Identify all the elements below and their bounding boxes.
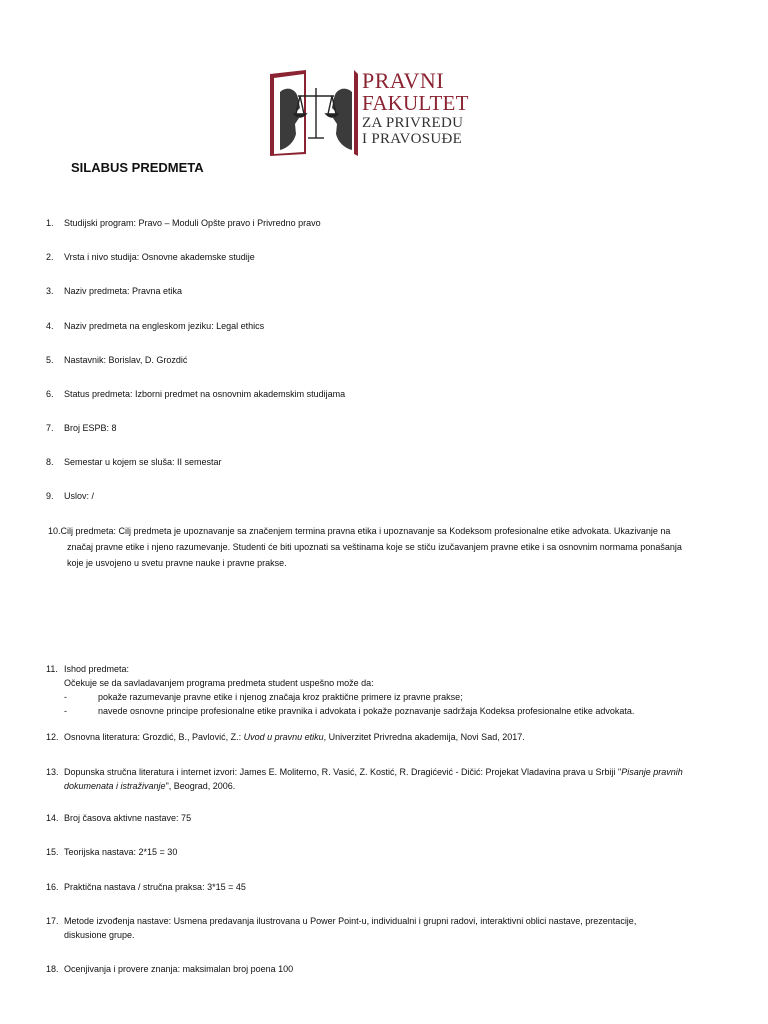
document-title: SILABUS PREDMETA [71, 160, 204, 175]
item-text: Vrsta i nivo studija: Osnovne akademske studije [64, 252, 255, 262]
logo-wordmark [362, 70, 469, 147]
item-number: 5. [46, 355, 54, 365]
item-13-line-1 [46, 765, 683, 779]
item-text: Ocenjivanja i provere znanja: maksimalan broj poena 100 [64, 964, 294, 974]
logo-line-4: I PRAVOSUĐE [362, 131, 463, 147]
logo-line-3: ZA PRIVREDU [362, 115, 464, 131]
item-11-intro: Očekuje se da savladavanjem programa predmeta student uspešno može da: [64, 678, 374, 688]
item-text: Studijski program: Pravo – Moduli Opšte pravo i Privredno pravo [64, 218, 321, 228]
list-item [46, 251, 255, 264]
item-number: 14. [46, 813, 59, 823]
item-number: 11. [46, 664, 58, 674]
list-item [46, 285, 182, 298]
item-text: Osnovna literatura: Grozdić, B., Pavlović, Z.: [64, 732, 244, 742]
item-13-line-2 [64, 779, 235, 793]
item-number: 13. [46, 767, 59, 777]
bullet-item [64, 690, 463, 704]
item-text: Dopunska stručna literatura i internet izvori: James E. Moliterno, R. Vasić, Z. Kostić, R. Dragićević - Dičić: Projekat Vladavina prava u Srbiji " [64, 767, 622, 777]
item-number: 15. [46, 847, 59, 857]
item-text: Broj ESPB: 8 [64, 423, 117, 433]
item-number: 4. [46, 321, 54, 331]
list-item [46, 846, 177, 859]
item-number: 7. [46, 423, 54, 433]
list-item [46, 320, 264, 333]
item-text: Naziv predmeta: Pravna etika [64, 286, 183, 296]
list-item [46, 422, 117, 435]
book-title: Uvod u pravnu etiku [243, 732, 324, 742]
item-number: 6. [46, 389, 54, 399]
item-text-suffix: , Univerzitet Privredna akademija, Novi Sad, 2017. [323, 732, 525, 742]
item-text: Uslov: / [64, 491, 95, 501]
book-title: Pisanje pravnih [621, 767, 683, 777]
item-10-line-3: koje je usvojeno u svetu pravne nauke i pravne prakse. [67, 558, 287, 568]
item-11-heading [46, 662, 129, 676]
item-number: 16. [46, 882, 59, 892]
book-title-continued: dokumenata i istraživanje [64, 781, 166, 791]
item-text: Cilj predmeta: Cilj predmeta je upoznavanje sa značenjem termina pravna etika i upoznavanje sa Kodeksom profesionalne etike advokata. Ukazivanje na [60, 526, 671, 536]
item-text: Status predmeta: Izborni predmet na osnovnim akademskim studijama [64, 389, 346, 399]
item-number: 9. [46, 491, 54, 501]
list-item [46, 456, 222, 469]
logo-line-1: PRAVNI [362, 68, 445, 93]
item-number: 12. [46, 732, 59, 742]
item-text: Nastavnik: Borislav, D. Grozdić [64, 355, 188, 365]
list-item [46, 881, 246, 894]
item-number: 18. [46, 964, 59, 974]
item-number: 8. [46, 457, 54, 467]
item-text: Naziv predmeta na engleskom jeziku: Legal ethics [64, 321, 265, 331]
item-number: 17. [46, 916, 59, 926]
item-17-line-2: diskusione grupe. [64, 930, 135, 940]
bullet-item [64, 704, 634, 718]
item-10-line-2: značaj pravne etike i njeno razumevanje. Studenti će biti upoznati sa veštinama koje se stiču izučavanjem pravne etike i sa osnovnim normama ponašanja [67, 542, 682, 552]
bullet-text: navede osnovne principe profesionalne etike pravnika i advokata i pokaže poznavanje sadržaja Kodeksa profesionalne etike advokata. [98, 706, 635, 716]
item-text: Metode izvođenja nastave: Usmena predavanja ilustrovana u Power Point-u, individualni i grupni radovi, interaktivni oblici nastave, prezentacije, [64, 916, 637, 926]
bullet-dash: - [64, 706, 67, 716]
item-number: 3. [46, 286, 54, 296]
list-item [46, 490, 94, 503]
item-text: Teorijska nastava: 2*15 = 30 [64, 847, 178, 857]
list-item [46, 388, 345, 401]
item-text: Broj časova aktivne nastave: 75 [64, 813, 192, 823]
item-18 [46, 962, 293, 976]
list-item [46, 812, 191, 825]
list-item [46, 354, 187, 367]
item-number: 2. [46, 252, 54, 262]
logo-line-2: FAKULTET [362, 91, 469, 115]
item-text: Semestar u kojem se sluša: II semestar [64, 457, 222, 467]
book-right-edge [354, 70, 358, 156]
item-text: Praktična nastava / stručna praksa: 3*15 = 45 [64, 882, 246, 892]
item-number: 10. [48, 526, 61, 536]
item-number: 1. [46, 218, 54, 228]
item-text: Ishod predmeta: [64, 664, 130, 674]
item-12 [46, 730, 525, 744]
bullet-dash: - [64, 692, 67, 702]
item-17-line-1 [46, 914, 636, 928]
item-10-line-1 [48, 524, 670, 538]
item-text-suffix: ", Beograd, 2006. [165, 781, 236, 791]
bullet-text: pokaže razumevanje pravne etike i njenog značaja kroz praktične primere iz pravne prakse; [98, 692, 463, 702]
list-item [46, 217, 321, 230]
face-right-silhouette [332, 89, 352, 150]
